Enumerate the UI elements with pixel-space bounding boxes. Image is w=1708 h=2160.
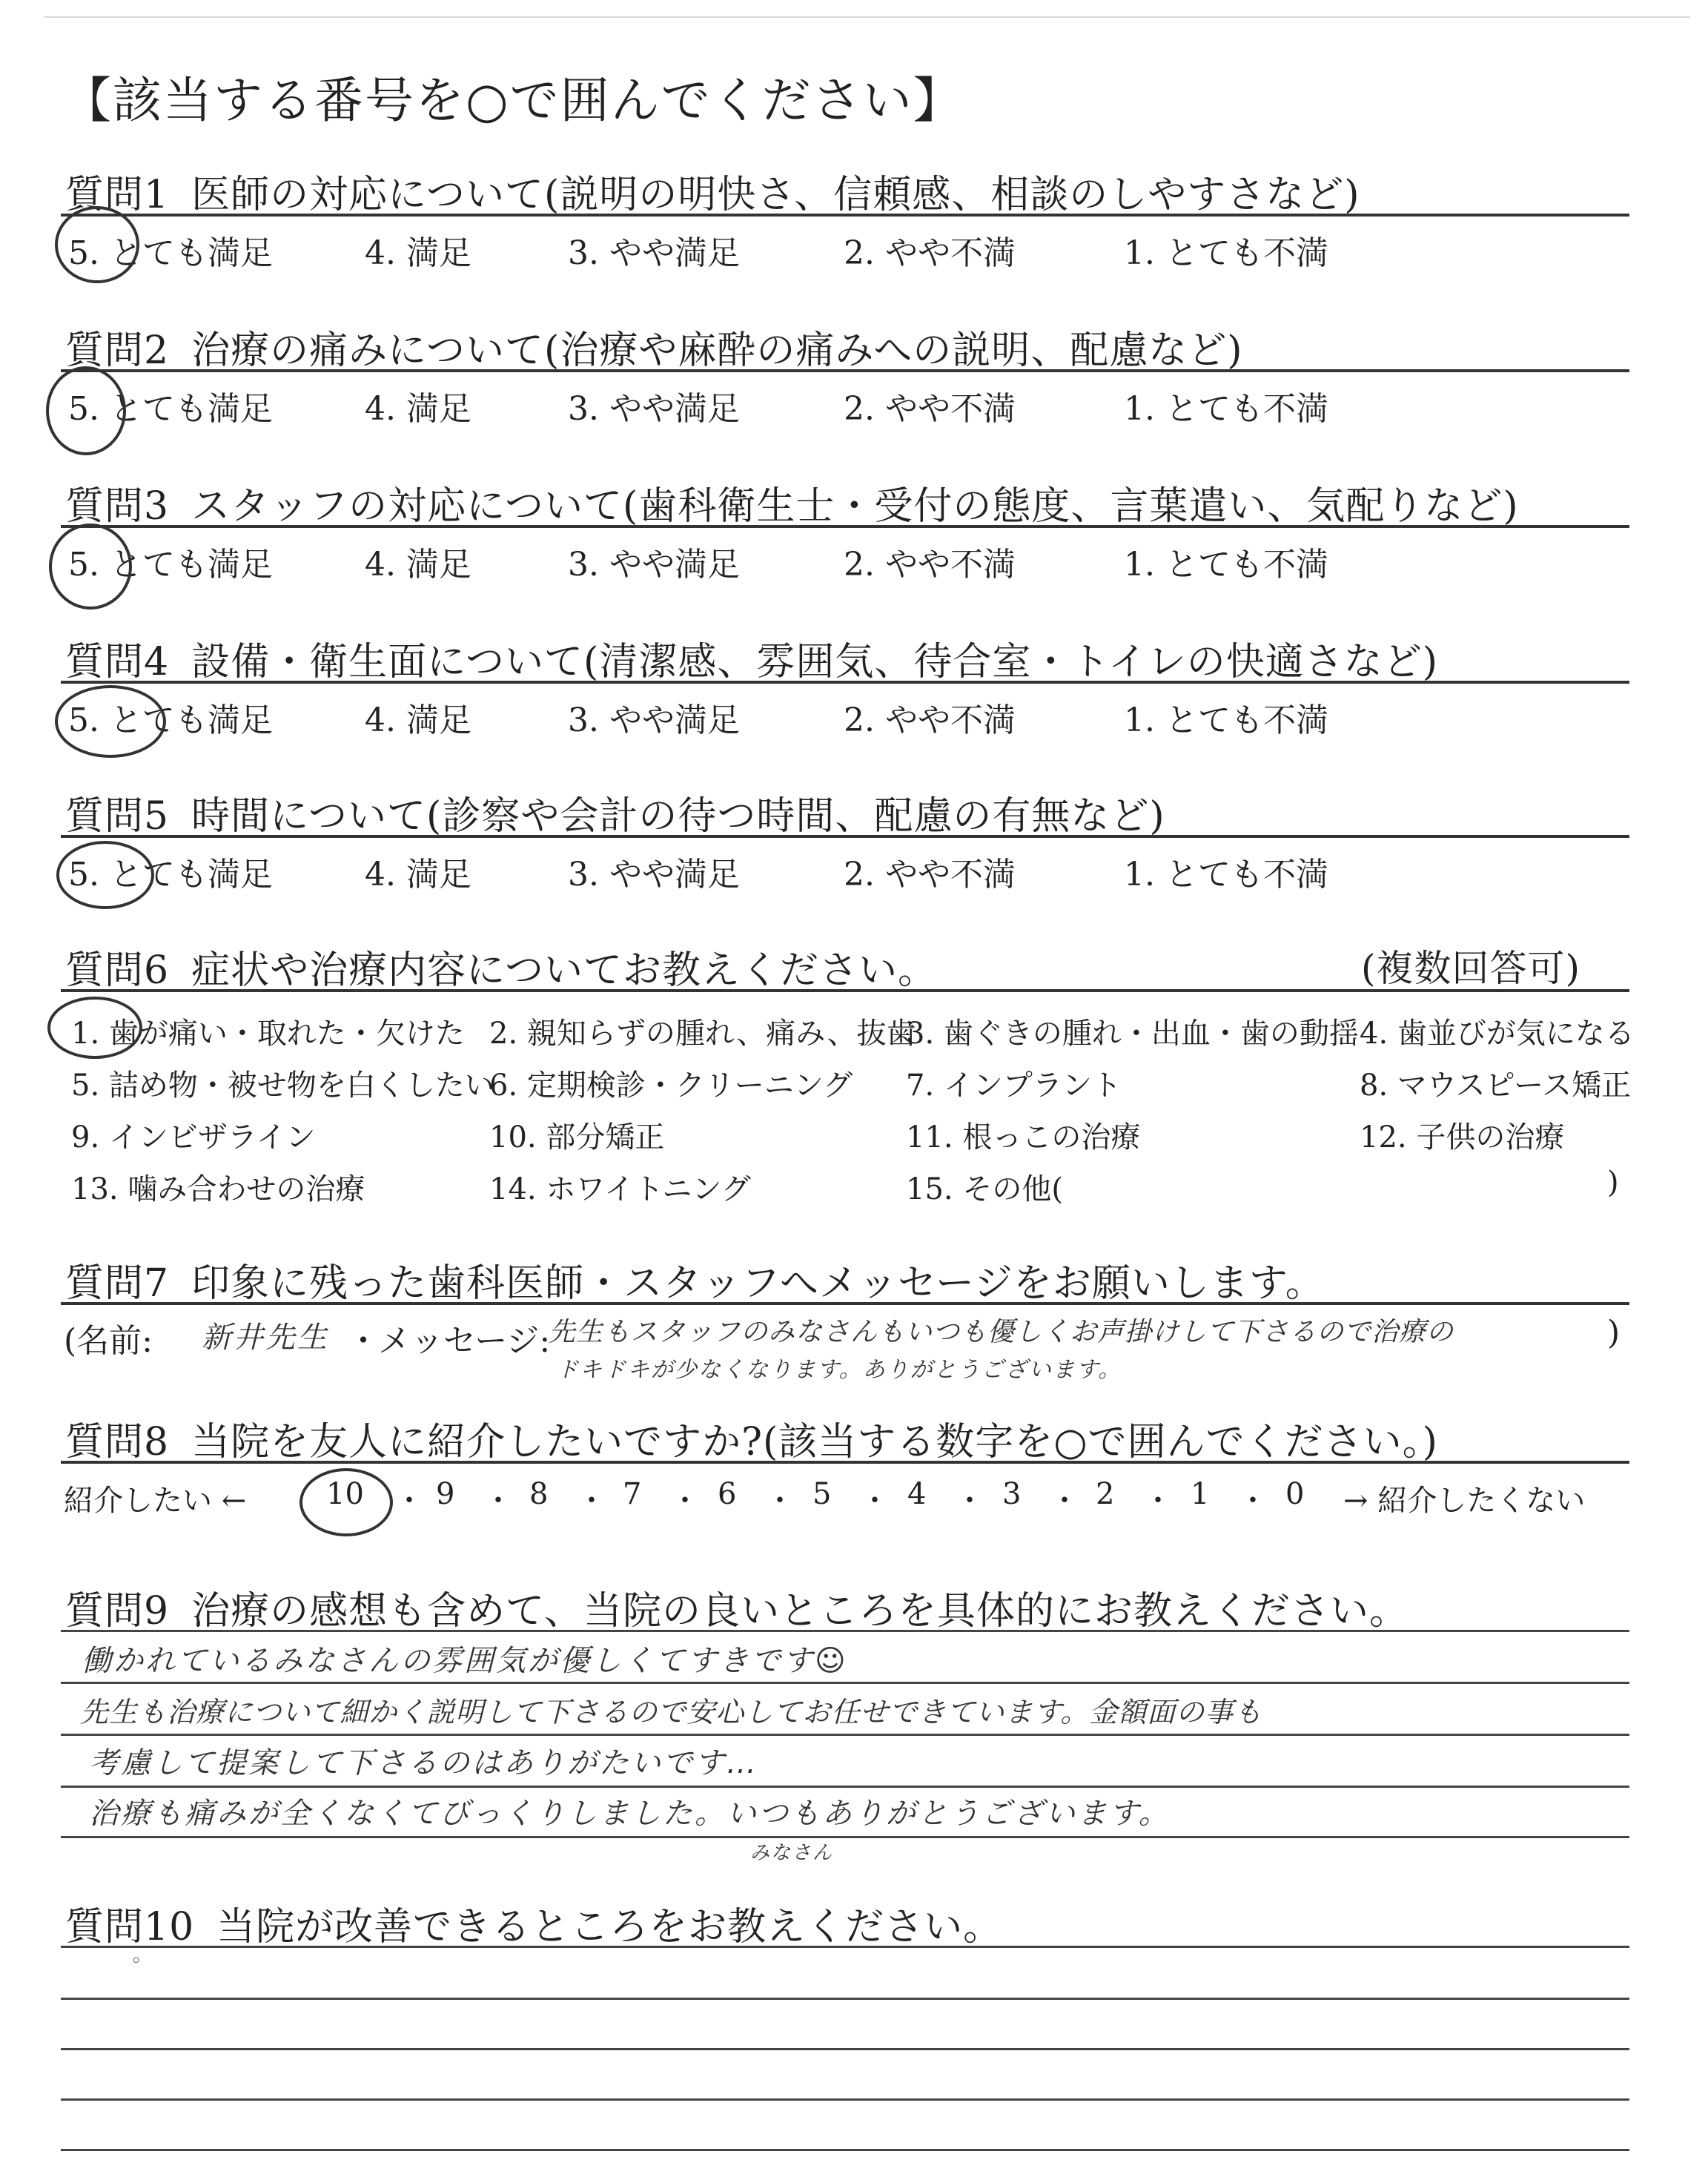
q8-dot: ・ bbox=[670, 1484, 700, 1518]
question-4-text: 設備・衛生面について(清潔感、雰囲気、待合室・トイレの快適さなど) bbox=[191, 640, 1439, 684]
q2-option-4[interactable]: 4. 満足 bbox=[365, 390, 471, 428]
q6-option-5[interactable]: 5. 詰め物・被せ物を白くしたい bbox=[71, 1069, 494, 1103]
q2-option-3[interactable]: 3. やや満足 bbox=[568, 390, 740, 428]
top-edge-rule bbox=[44, 16, 1690, 18]
q10-answer-line bbox=[61, 2098, 1629, 2101]
q8-scale-2[interactable]: 2 bbox=[1096, 1477, 1115, 1511]
q9-answer-line bbox=[61, 1786, 1629, 1788]
q1-option-2[interactable]: 2. やや不満 bbox=[844, 234, 1016, 272]
question-7-number: 質問7 bbox=[65, 1261, 170, 1306]
question-7-rule bbox=[61, 1302, 1629, 1305]
question-5-number: 質問5 bbox=[65, 794, 170, 839]
question-6-note: (複数回答可) bbox=[1361, 947, 1581, 990]
q5-option-3[interactable]: 3. やや満足 bbox=[568, 856, 740, 894]
q6-selection-circle bbox=[47, 997, 142, 1059]
q4-option-2[interactable]: 2. やや不満 bbox=[844, 701, 1016, 739]
q8-dot: ・ bbox=[955, 1484, 984, 1518]
q4-option-3[interactable]: 3. やや満足 bbox=[568, 701, 740, 739]
q2-option-5[interactable]: 5. とても満足 bbox=[68, 390, 273, 428]
question-4-title bbox=[65, 630, 1438, 686]
q5-selection-circle bbox=[56, 841, 154, 909]
q3-option-3[interactable]: 3. やや満足 bbox=[568, 546, 740, 584]
q6-option-8[interactable]: 8. マウスピース矯正 bbox=[1360, 1069, 1632, 1103]
q8-scale-7[interactable]: 7 bbox=[623, 1477, 642, 1511]
q4-selection-circle bbox=[55, 685, 166, 758]
question-8-title bbox=[65, 1410, 1438, 1466]
q3-option-1[interactable]: 1. とても不満 bbox=[1124, 546, 1328, 584]
q5-option-4[interactable]: 4. 満足 bbox=[365, 856, 471, 894]
q4-option-1[interactable]: 1. とても不満 bbox=[1124, 701, 1328, 739]
q4-option-5[interactable]: 5. とても満足 bbox=[68, 701, 273, 739]
q9-answer-line-1[interactable]: 働かれているみなさんの雰囲気が優しくてすきです☺ bbox=[82, 1644, 848, 1678]
question-8-rule bbox=[61, 1461, 1629, 1464]
q7-name-label: (名前: bbox=[64, 1322, 153, 1360]
question-1-title bbox=[65, 163, 1360, 219]
q7-close-paren: ) bbox=[1607, 1314, 1621, 1352]
page-title: 【該当する番号を○で囲んでください】 bbox=[62, 72, 964, 129]
question-8-number: 質問8 bbox=[65, 1420, 170, 1464]
q9-answer-line-3[interactable]: 考慮して提案して下さるのはありがたいです… bbox=[89, 1746, 758, 1780]
q1-selection-circle bbox=[55, 206, 139, 283]
question-6-title bbox=[65, 939, 937, 994]
q3-option-4[interactable]: 4. 満足 bbox=[365, 546, 471, 584]
q10-answer-line bbox=[61, 1998, 1629, 2000]
q5-option-5[interactable]: 5. とても満足 bbox=[68, 856, 273, 894]
q10-answer-line bbox=[61, 2048, 1629, 2050]
q10-stray-mark: ◦ bbox=[130, 1950, 145, 1972]
question-6-text: 症状や治療内容についてお教えください。 bbox=[191, 948, 938, 993]
q9-answer-line bbox=[61, 1630, 1629, 1632]
q2-option-2[interactable]: 2. やや不満 bbox=[844, 390, 1016, 428]
question-3-title bbox=[65, 475, 1519, 530]
q7-name-value[interactable]: 新井先生 bbox=[202, 1321, 329, 1355]
q6-option-9[interactable]: 9. インビザライン bbox=[71, 1120, 316, 1155]
q6-option-6[interactable]: 6. 定期検診・クリーニング bbox=[489, 1069, 853, 1103]
q8-dot: ・ bbox=[483, 1484, 513, 1518]
q5-option-2[interactable]: 2. やや不満 bbox=[844, 856, 1016, 894]
q8-scale-5[interactable]: 5 bbox=[812, 1477, 832, 1511]
question-8-text: 当院を友人に紹介したいですか?(該当する数字を○で囲んでください。) bbox=[191, 1420, 1438, 1464]
question-1-text: 医師の対応について(説明の明快さ、信頼感、相談のしやすさなど) bbox=[191, 173, 1360, 217]
q6-option-4[interactable]: 4. 歯並びが気になる bbox=[1360, 1017, 1635, 1051]
q6-option-7[interactable]: 7. インプラント bbox=[906, 1069, 1122, 1103]
question-5-title bbox=[65, 785, 1165, 840]
q8-dot: ・ bbox=[1238, 1484, 1268, 1518]
q8-right-label: → 紹介したくない bbox=[1343, 1484, 1586, 1518]
q6-option-12[interactable]: 12. 子供の治療 bbox=[1360, 1120, 1565, 1155]
q7-separator: ・ bbox=[347, 1322, 380, 1360]
q9-answer-line bbox=[61, 1682, 1629, 1684]
q2-selection-circle bbox=[46, 366, 126, 455]
q8-dot: ・ bbox=[1143, 1484, 1173, 1518]
question-9-text: 治療の感想も含めて、当院の良いところを具体的にお教えください。 bbox=[191, 1589, 1409, 1634]
q3-option-2[interactable]: 2. やや不満 bbox=[844, 546, 1016, 584]
q3-selection-circle bbox=[49, 524, 132, 610]
q2-option-1[interactable]: 1. とても不満 bbox=[1124, 390, 1328, 428]
q8-scale-8[interactable]: 8 bbox=[529, 1477, 549, 1511]
question-10-title bbox=[65, 1895, 1002, 1951]
q8-scale-9[interactable]: 9 bbox=[436, 1477, 455, 1511]
question-4-rule bbox=[61, 681, 1629, 684]
question-9-number: 質問9 bbox=[65, 1589, 170, 1634]
q5-option-1[interactable]: 1. とても不満 bbox=[1124, 856, 1328, 894]
question-3-number: 質問3 bbox=[65, 484, 170, 529]
q8-scale-10[interactable]: 10 bbox=[326, 1477, 364, 1511]
q6-option-1[interactable]: 1. 歯が痛い・取れた・欠けた bbox=[71, 1017, 465, 1051]
q7-message-line-1[interactable]: 先生もスタッフのみなさんもいつも優しくお声掛けして下さるので治療の bbox=[549, 1317, 1454, 1347]
q8-scale-4[interactable]: 4 bbox=[907, 1477, 927, 1511]
q8-dot: ・ bbox=[860, 1484, 890, 1518]
q6-option-10[interactable]: 10. 部分矯正 bbox=[489, 1120, 665, 1155]
q6-option-15-close: ) bbox=[1607, 1166, 1619, 1200]
question-1-number: 質問1 bbox=[65, 173, 170, 217]
q8-dot: ・ bbox=[394, 1484, 424, 1518]
q8-left-label: 紹介したい ← bbox=[64, 1484, 247, 1518]
question-6-number: 質問6 bbox=[65, 948, 170, 993]
q9-answer-line-2[interactable]: 先生も治療について細かく説明して下さるので安心してお任せできています。金額面の事も bbox=[80, 1696, 1263, 1728]
q1-option-4[interactable]: 4. 満足 bbox=[365, 234, 471, 272]
q1-option-1[interactable]: 1. とても不満 bbox=[1124, 234, 1328, 272]
question-4-number: 質問4 bbox=[65, 640, 170, 684]
question-3-text: スタッフの対応について(歯科衛生士・受付の態度、言葉遣い、気配りなど) bbox=[191, 484, 1519, 529]
q6-option-11[interactable]: 11. 根っこの治療 bbox=[906, 1120, 1141, 1155]
q7-message-line-2[interactable]: ドキドキが少なくなります。ありがとうございます。 bbox=[556, 1357, 1122, 1383]
q1-option-5[interactable]: 5. とても満足 bbox=[68, 234, 273, 272]
q10-answer-line bbox=[61, 1946, 1629, 1948]
q6-option-13[interactable]: 13. 噛み合わせの治療 bbox=[71, 1172, 365, 1206]
q8-scale-1[interactable]: 1 bbox=[1191, 1477, 1210, 1511]
question-7-title bbox=[65, 1252, 1325, 1307]
question-2-number: 質問2 bbox=[65, 328, 170, 373]
question-5-rule bbox=[61, 835, 1629, 838]
q8-dot: ・ bbox=[577, 1484, 606, 1518]
q9-insertion-note[interactable]: みなさん bbox=[750, 1842, 834, 1864]
question-2-title bbox=[65, 319, 1243, 374]
q4-option-4[interactable]: 4. 満足 bbox=[365, 701, 471, 739]
q8-scale-0[interactable]: 0 bbox=[1285, 1477, 1305, 1511]
q6-option-14[interactable]: 14. ホワイトニング bbox=[489, 1172, 751, 1206]
question-7-text: 印象に残った歯科医師・スタッフへメッセージをお願いします。 bbox=[191, 1261, 1325, 1306]
question-9-title bbox=[65, 1579, 1409, 1635]
q8-dot: ・ bbox=[765, 1484, 795, 1518]
question-3-rule bbox=[61, 525, 1629, 528]
q6-option-2[interactable]: 2. 親知らずの腫れ、痛み、抜歯 bbox=[489, 1017, 916, 1051]
q3-option-5[interactable]: 5. とても満足 bbox=[68, 546, 273, 584]
q9-answer-line bbox=[61, 1836, 1629, 1838]
question-1-rule bbox=[61, 214, 1629, 217]
question-10-text: 当院が改善できるところをお教えください。 bbox=[216, 1905, 1003, 1949]
question-6-rule bbox=[61, 989, 1629, 992]
q10-answer-line bbox=[61, 2149, 1629, 2151]
q6-option-15[interactable]: 15. その他( bbox=[906, 1172, 1063, 1206]
q7-message-label: メッセージ: bbox=[378, 1322, 551, 1360]
q8-scale-6[interactable]: 6 bbox=[718, 1477, 737, 1511]
q9-answer-line bbox=[61, 1734, 1629, 1736]
question-2-text: 治療の痛みについて(治療や麻酔の痛みへの説明、配慮など) bbox=[191, 328, 1243, 373]
q8-selection-circle bbox=[299, 1468, 393, 1536]
question-10-number: 質問10 bbox=[65, 1905, 195, 1949]
q1-option-3[interactable]: 3. やや満足 bbox=[568, 234, 740, 272]
question-2-rule bbox=[61, 369, 1629, 372]
q9-answer-line-4[interactable]: 治療も痛みが全くなくてびっくりしました。いつもありがとうございます。 bbox=[89, 1797, 1171, 1831]
question-5-text: 時間について(診察や会計の待つ時間、配慮の有無など) bbox=[191, 794, 1165, 839]
q8-dot: ・ bbox=[1050, 1484, 1079, 1518]
q6-option-3[interactable]: 3. 歯ぐきの腫れ・出血・歯の動揺 bbox=[906, 1017, 1359, 1051]
q8-scale-3[interactable]: 3 bbox=[1002, 1477, 1022, 1511]
